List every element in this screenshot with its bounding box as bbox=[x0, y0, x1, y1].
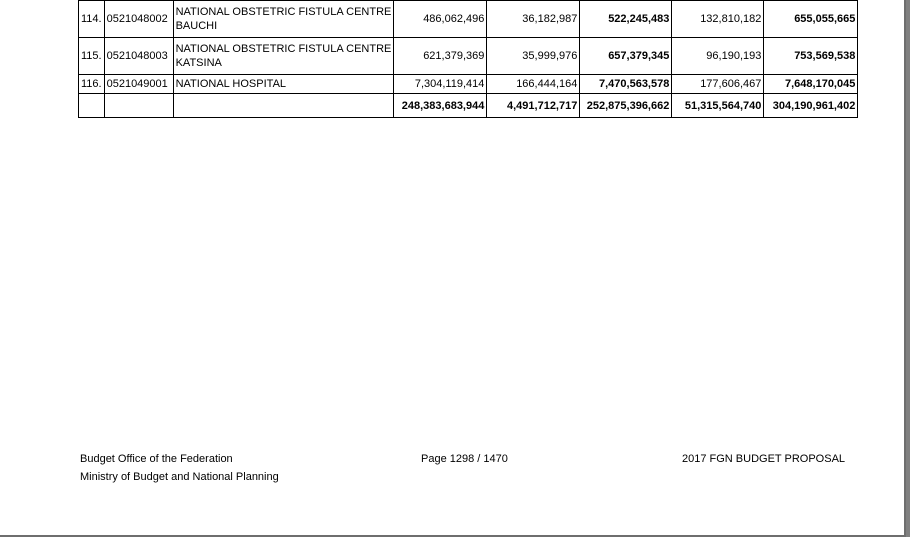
table-row bbox=[79, 1, 858, 38]
footer-organization bbox=[80, 450, 279, 486]
footer-org-line1: Budget Office of the Federation bbox=[80, 453, 233, 465]
row-value-2: 166,444,164 bbox=[487, 75, 580, 94]
totals-name-cell bbox=[173, 94, 394, 118]
row-index: 115. bbox=[79, 38, 105, 75]
footer-document-title: 2017 FGN BUDGET PROPOSAL bbox=[682, 453, 846, 465]
row-value-1: 621,379,369 bbox=[394, 38, 487, 75]
row-code: 0521049001 bbox=[104, 75, 173, 94]
row-name: NATIONAL HOSPITAL bbox=[173, 75, 394, 94]
table-row bbox=[79, 75, 858, 94]
row-value-1: 7,304,119,414 bbox=[394, 75, 487, 94]
row-name-line2: KATSINA bbox=[175, 57, 222, 69]
totals-code-cell bbox=[104, 94, 173, 118]
row-value-2: 35,999,976 bbox=[487, 38, 580, 75]
row-value-1: 486,062,496 bbox=[394, 1, 487, 38]
totals-row bbox=[79, 94, 858, 118]
row-code: 0521048003 bbox=[104, 38, 173, 75]
totals-index-cell bbox=[79, 94, 105, 118]
total-value-2: 4,491,712,717 bbox=[487, 94, 580, 118]
row-value-2: 36,182,987 bbox=[487, 1, 580, 38]
row-index: 114. bbox=[79, 1, 105, 38]
row-value-4: 96,190,193 bbox=[672, 38, 764, 75]
row-value-5: 7,648,170,045 bbox=[764, 75, 858, 94]
row-name-line1: NATIONAL OBSTETRIC FISTULA CENTRE bbox=[175, 43, 392, 55]
row-value-4: 132,810,182 bbox=[672, 1, 764, 38]
total-value-5: 304,190,961,402 bbox=[764, 94, 858, 118]
footer-org-line2: Ministry of Budget and National Planning bbox=[80, 471, 279, 483]
row-name-line1: NATIONAL OBSTETRIC FISTULA CENTRE bbox=[175, 6, 392, 18]
row-value-5: 655,055,665 bbox=[764, 1, 858, 38]
row-name bbox=[173, 1, 394, 38]
row-value-3: 522,245,483 bbox=[580, 1, 672, 38]
footer-page-number: Page 1298 / 1470 bbox=[421, 453, 508, 465]
total-value-3: 252,875,396,662 bbox=[580, 94, 672, 118]
row-index: 116. bbox=[79, 75, 105, 94]
row-value-5: 753,569,538 bbox=[764, 38, 858, 75]
budget-table bbox=[78, 0, 858, 118]
row-code: 0521048002 bbox=[104, 1, 173, 38]
row-value-4: 177,606,467 bbox=[672, 75, 764, 94]
total-value-4: 51,315,564,740 bbox=[672, 94, 764, 118]
table-row bbox=[79, 38, 858, 75]
total-value-1: 248,383,683,944 bbox=[394, 94, 487, 118]
row-name bbox=[173, 38, 394, 75]
row-value-3: 7,470,563,578 bbox=[580, 75, 672, 94]
row-name-line2: BAUCHI bbox=[175, 20, 218, 32]
row-value-3: 657,379,345 bbox=[580, 38, 672, 75]
